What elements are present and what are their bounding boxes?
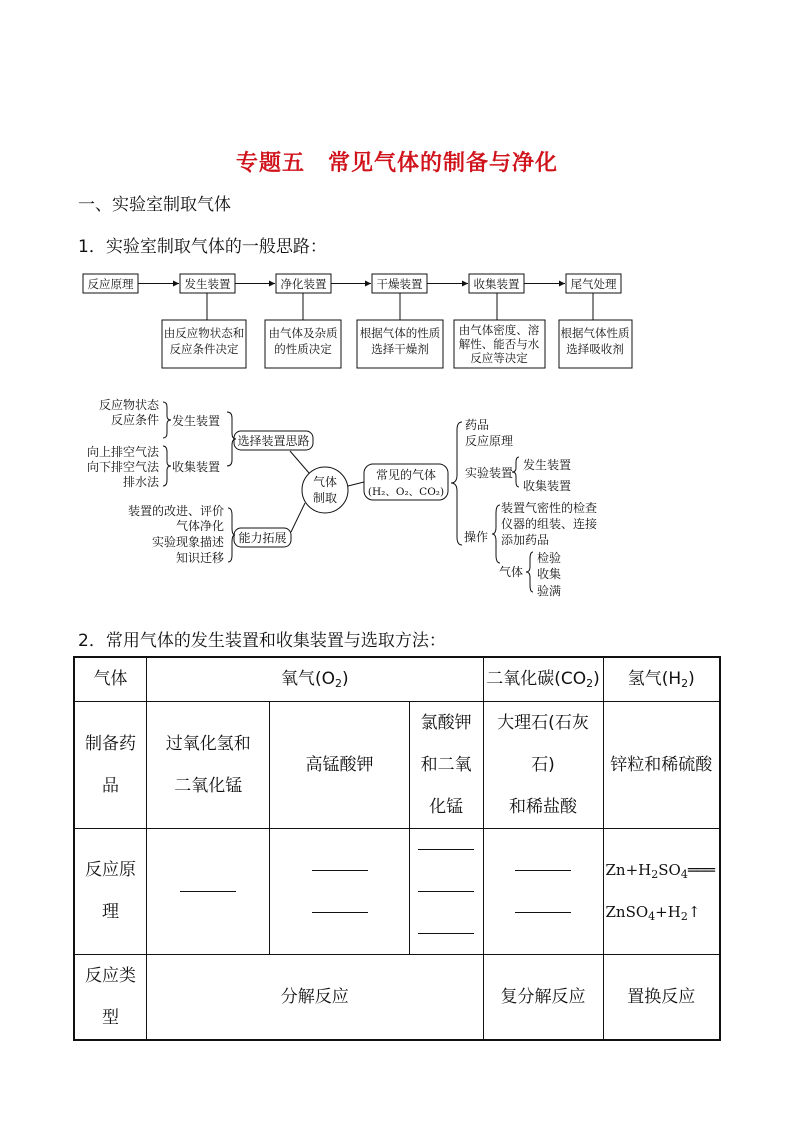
mindmap-box: 常见的气体 bbox=[375, 468, 437, 482]
note-text: 解性、能否与水 bbox=[458, 337, 540, 351]
answer-blank[interactable] bbox=[418, 848, 474, 850]
table-cell: 高锰酸钾 bbox=[270, 701, 409, 828]
blank-cell bbox=[147, 828, 270, 954]
row-label: 制备药 品 bbox=[74, 701, 147, 828]
header-cell: 气体 bbox=[74, 657, 147, 701]
header-cell: 氧气$(O_2)$ bbox=[147, 657, 484, 701]
mindmap-leaf: 气体净化 bbox=[175, 519, 224, 533]
table-cell: 氯酸钾 和二氧 化锰 bbox=[409, 701, 483, 828]
note-text: 反应等决定 bbox=[470, 351, 528, 365]
mindmap-leaf: 收集装置 bbox=[172, 460, 221, 474]
answer-blank[interactable] bbox=[515, 911, 571, 913]
flow-step-4: 干燥装置 bbox=[376, 277, 423, 291]
table-cell: 复分解反应 bbox=[483, 954, 603, 1040]
blank-cell bbox=[270, 828, 409, 954]
note-text: 根据气体性质 bbox=[560, 326, 630, 340]
flow-step-3: 净化装置 bbox=[280, 277, 327, 291]
mindmap-leaf: 仪器的组装、连接 bbox=[501, 517, 598, 531]
mindmap-leaf: 发生装置 bbox=[523, 458, 572, 472]
note-text: 选择干燥剂 bbox=[371, 342, 429, 356]
mindmap-leaf: 实验装置 bbox=[465, 466, 514, 480]
mindmap-box: 选择装置思路 bbox=[237, 434, 310, 448]
table-cell: 分解反应 bbox=[147, 954, 484, 1040]
blank-cell bbox=[483, 828, 603, 954]
mindmap-leaf: 装置的改进、评价 bbox=[127, 504, 224, 518]
table-cell: 大理石(石灰石) 和稀盐酸 bbox=[483, 701, 603, 828]
table-row bbox=[74, 657, 720, 701]
note-text: 的性质决定 bbox=[274, 342, 332, 356]
page-title: 专题五 常见气体的制备与净化 bbox=[235, 151, 558, 176]
flow-step-5: 收集装置 bbox=[473, 277, 520, 291]
mindmap-leaf: 收集装置 bbox=[523, 479, 572, 493]
flow-step-6: 尾气处理 bbox=[570, 277, 617, 291]
mindmap-leaf: 药品 bbox=[465, 418, 490, 432]
answer-blank[interactable] bbox=[312, 911, 368, 913]
flow-step-1: 反应原理 bbox=[87, 277, 134, 291]
answer-blank[interactable] bbox=[180, 890, 236, 892]
mindmap-center: 气体 bbox=[312, 475, 338, 489]
item-2-heading: 2．常用气体的发生装置和收集装置与选取方法： bbox=[78, 631, 446, 651]
answer-blank[interactable] bbox=[418, 932, 474, 934]
mindmap-leaf: 排水法 bbox=[122, 475, 159, 489]
mindmap-leaf: 反应物状态 bbox=[98, 398, 159, 412]
header-cell: 二氧化碳$(CO_2)$ bbox=[483, 657, 603, 701]
mindmap-leaf: 收集 bbox=[537, 567, 562, 581]
mindmap-box: 能力拓展 bbox=[238, 531, 287, 545]
flow-step-2: 发生装置 bbox=[184, 277, 231, 291]
mindmap-leaf: 装置气密性的检查 bbox=[501, 501, 598, 515]
mindmap-box: (H₂、O₂、CO₂) bbox=[367, 486, 445, 498]
note-text: 由反应物状态和 bbox=[163, 326, 245, 340]
table-row bbox=[74, 828, 720, 954]
mindmap-leaf: 检验 bbox=[537, 551, 562, 565]
table-cell: 置换反应 bbox=[603, 954, 720, 1040]
note-text: 选择吸收剂 bbox=[566, 342, 624, 356]
row-label: 反应类 型 bbox=[74, 954, 147, 1040]
mindmap-leaf: 向上排空气法 bbox=[86, 445, 159, 459]
note-text: 由气体及杂质 bbox=[268, 326, 338, 340]
mindmap-leaf: 操作 bbox=[464, 530, 489, 544]
mindmap-leaf: 实验现象描述 bbox=[151, 535, 224, 549]
mindmap-leaf: 知识迁移 bbox=[175, 551, 224, 565]
mindmap-leaf: 气体 bbox=[499, 565, 524, 579]
table-row bbox=[74, 701, 720, 828]
table-cell: 过氧化氢和 二氧化锰 bbox=[147, 701, 270, 828]
mindmap-leaf: 验满 bbox=[537, 584, 562, 598]
item-1-heading: 1．实验室制取气体的一般思路： bbox=[78, 237, 327, 257]
answer-blank[interactable] bbox=[515, 869, 571, 871]
mindmap-leaf: 发生装置 bbox=[172, 414, 221, 428]
answer-blank[interactable] bbox=[418, 890, 474, 892]
section-heading: 一、实验室制取气体 bbox=[78, 195, 231, 215]
mindmap-center: 制取 bbox=[312, 491, 338, 505]
reaction-equation: $Zn+H_2SO_4═══$ $ZnSO_4+H_2↑$ bbox=[603, 828, 720, 954]
table-row bbox=[74, 954, 720, 1040]
mindmap-leaf: 反应条件 bbox=[110, 413, 159, 427]
blank-cell bbox=[409, 828, 483, 954]
note-text: 根据气体的性质 bbox=[359, 326, 441, 340]
row-label: 反应原 理 bbox=[74, 828, 147, 954]
gas-table bbox=[73, 656, 721, 1041]
table-cell: 锌粒和稀硫酸 bbox=[603, 701, 720, 828]
note-text: 由气体密度、溶 bbox=[458, 323, 540, 337]
mindmap-leaf: 反应原理 bbox=[465, 434, 514, 448]
mindmap-leaf: 向下排空气法 bbox=[86, 460, 159, 474]
note-text: 反应条件决定 bbox=[169, 342, 239, 356]
answer-blank[interactable] bbox=[312, 869, 368, 871]
header-cell: 氢气$(H_2)$ bbox=[603, 657, 720, 701]
mindmap-leaf: 添加药品 bbox=[501, 533, 550, 547]
